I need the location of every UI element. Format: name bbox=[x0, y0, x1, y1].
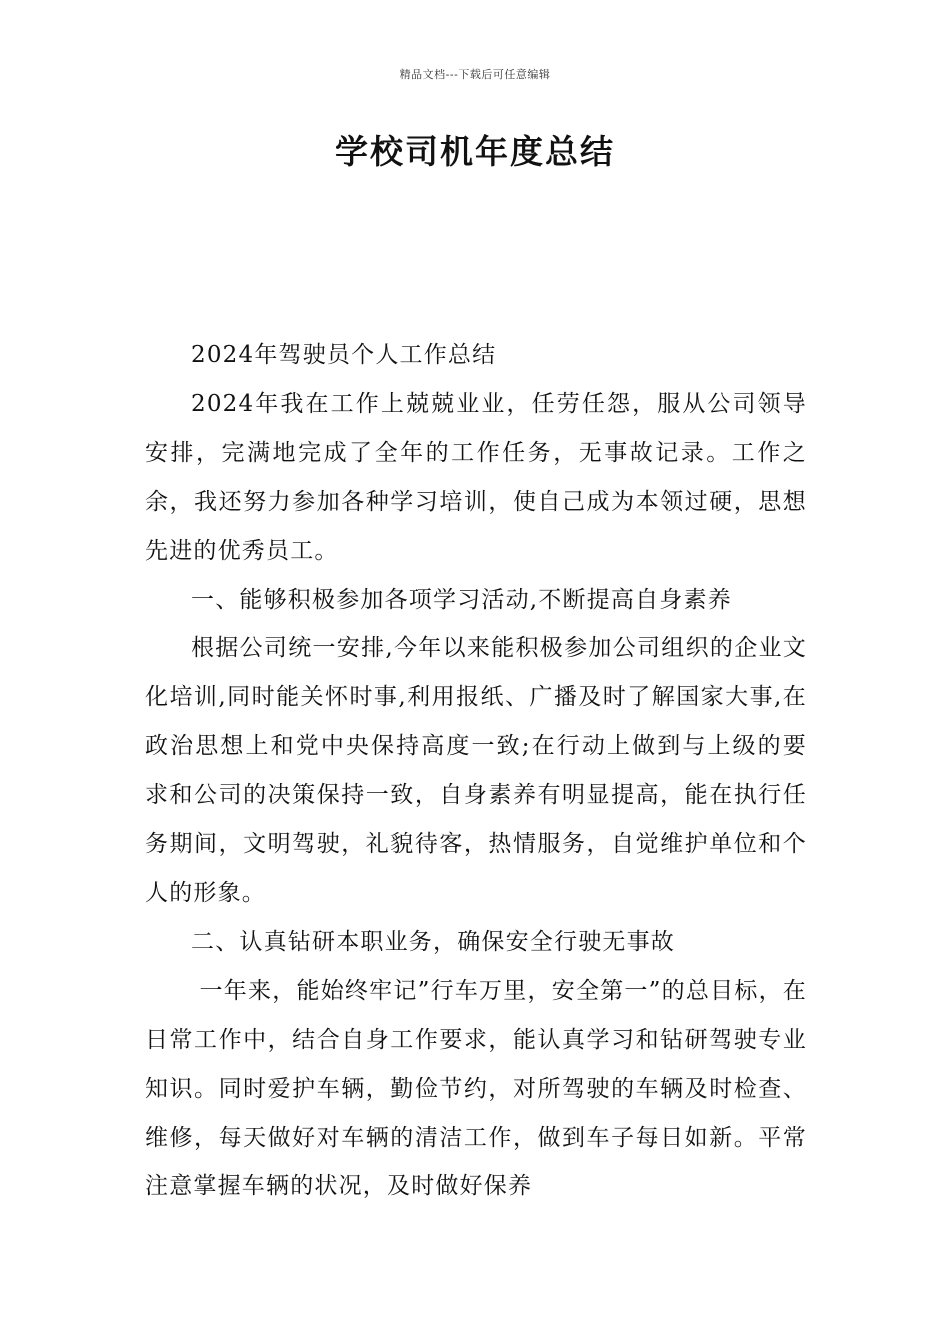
header-note: 精品文档---下载后可任意编辑 bbox=[399, 68, 551, 81]
paragraph-intro: 2024年我在工作上兢兢业业，任劳任怨，服从公司领导安排，完满地完成了全年的工作任务，无事故记录。工作之余，我还努力参加各种学习培训，使自己成为本领过硬，思想先进的优秀员工。 bbox=[145, 390, 807, 564]
section-heading-1: 一、能够积极参加各项学习活动,不断提高自身素养 bbox=[191, 586, 732, 613]
paragraph-section-1: 根据公司统一安排,今年以来能积极参加公司组织的企业文化培训,同时能关怀时事,利用报纸、广播及时了解国家大事,在政治思想上和党中央保持高度一致;在行动上做到与上级的要求和公司的决策保持一致，自身素养有明显提高，能在执行任务期间，文明驾驶，礼貌待客，热情服务，自觉维护单位和个人的形象。 bbox=[145, 635, 807, 906]
paragraph-section-2: 一年来，能始终牢记”行车万里，安全第一”的总目标，在日常工作中，结合自身工作要求，能认真学习和钻研驾驶专业知识。同时爱护车辆，勤俭节约，对所驾驶的车辆及时检查、维修，每天做好对车辆的清洁工作，做到车子每日如新。平常注意掌握车辆的状况，及时做好保养 bbox=[145, 977, 807, 1200]
paragraph-subtitle: 2024年驾驶员个人工作总结 bbox=[191, 342, 497, 368]
document-title: 学校司机年度总结 bbox=[335, 132, 615, 171]
section-heading-2: 二、认真钻研本职业务，确保安全行驶无事故 bbox=[191, 928, 675, 955]
document-body bbox=[145, 331, 807, 1211]
